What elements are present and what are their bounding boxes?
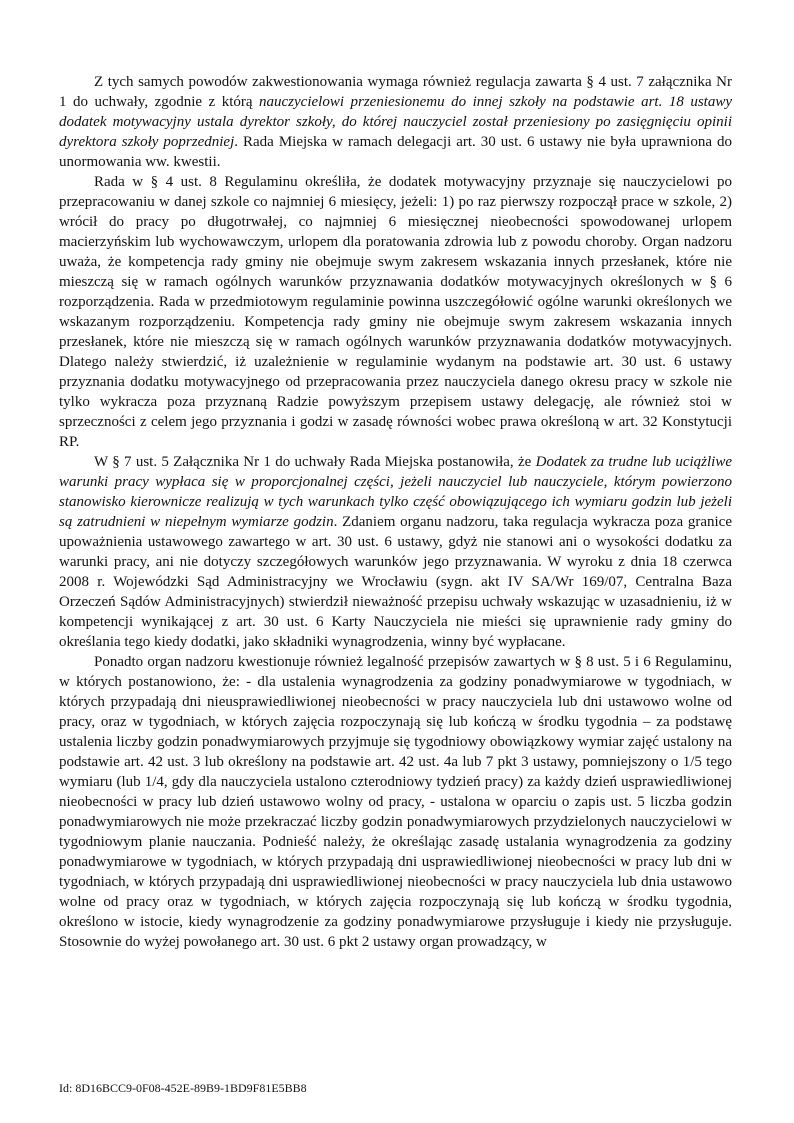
paragraph-2 — [59, 172, 732, 452]
text-segment: Rada w § 4 ust. 8 Regulaminu określiła, że dodatek motywacyjny przyznaje się nauczycielowi po przepracowaniu w danej szkole co najmniej 6 miesięcy, jeżeli: 1) po raz pierwszy rozpoczął prace w szkole, 2) wrócił do pracy po długotrwałej, co najmniej 6 miesięcznej nieobecności spowodowanej urlopem macierzyńskim lub wychowawczym, urlopem dla poratowania zdrowia lub z powodu choroby. Organ nadzoru uważa, że kompetencja rady gminy nie obejmuje swym zakresem wskazania innych przesłanek, które nie mieszczą się w ramach ogólnych warunków przyznawania dodatków motywacyjnych określonych w § 6 rozporządzenia. Rada w przedmiotowym regulaminie powinna uszczegółowić ogólne warunki określonych we wskazanym rozporządzeniu. Kompetencja rady gminy nie obejmuje swym zakresem wskazania innych przesłanek, które nie mieszczą się w ramach ogólnych warunków przyznawania dodatków motywacyjnych. Dlatego należy stwierdzić, iż uzależnienie w regulaminie wydanym na podstawie art. 30 ust. 6 ustawy przyznania dodatku motywacyjnego od przepracowania przez nauczyciela danego okresu pracy w szkole nie tylko wykracza poza przyznaną Radzie powyższym przepisem ustawy delegację, ale również stoi w sprzeczności z celem jego przyznania i godzi w zasadę równości wobec prawa określoną w art. 32 Konstytucji RP. — [59, 174, 732, 450]
document-id-footer: Id: 8D16BCC9-0F08-452E-89B9-1BD9F81E5BB8 — [59, 1081, 307, 1095]
quoted-provision-italic: nauczycielowi przeniesionemu do innej szkoły na podstawie art. 18 ustawy dodatek motywacyjny ustala dyrektor szkoły, do której nauczyciel został przeniesiony po zasięgnięciu opinii dyrektora szkoły poprzedniej — [59, 94, 732, 150]
text-segment: . Zdaniem organu nadzoru, taka regulacja wykracza poza granice upoważnienia ustawowego zawartego w art. 30 ust. 6 ustawy, gdyż nie stanowi ani o wysokości dodatku za warunki pracy, ani nie dotyczy szczegółowych warunków jego przyznawania. W wyroku z dnia 18 czerwca 2008 r. Wojewódzki Sąd Administracyjny we Wrocławiu (sygn. akt IV SA/Wr 169/07, Centralna Baza Orzeczeń Sądów Administracyjnych) stwierdził nieważność przepisu uchwały wskazując w uzasadnieniu, iż w kompetencji wynikającej z art. 30 ust. 6 Karty Nauczyciela nie mieści się uprawnienie rady gminy do określania tego kiedy dodatki, jako składniki wynagrodzenia, winny być wypłacane. — [59, 514, 732, 650]
paragraph-4 — [59, 652, 732, 952]
document-body — [59, 72, 732, 952]
paragraph-3 — [59, 452, 732, 652]
text-segment: . Rada Miejska w ramach delegacji art. 30 ust. 6 ustawy nie była uprawniona do unormowania ww. kwestii. — [59, 134, 733, 170]
quoted-provision-italic: Dodatek za trudne lub uciążliwe warunki pracy wypłaca się w proporcjonalnej części, jeżeli nauczyciel lub nauczyciele, którym powierzono stanowisko kierownicze realizują w tych warunkach tylko część obowiązującego ich wymiaru godzin lub jeżeli są zatrudnieni w niepełnym wymiarze godzin — [59, 454, 732, 530]
text-segment: Z tych samych powodów zakwestionowania wymaga również regulacja zawarta § 4 ust. 7 załącznika Nr 1 do uchwały, zgodnie z którą — [59, 74, 732, 110]
paragraph-1 — [59, 72, 732, 172]
text-segment: Ponadto organ nadzoru kwestionuje również legalność przepisów zawartych w § 8 ust. 5 i 6 Regulaminu, w których postanowiono, że: - dla ustalenia wynagrodzenia za godziny ponadwymiarowe w tygodniach, w których przypadają dni nieusprawiedliwionej nieobecności w pracy nauczyciela lub dni ustawowo wolne od pracy, oraz w tygodniach, w których zajęcia rozpoczynają się lub kończą w środku tygodnia – za podstawę ustalenia liczby godzin ponadwymiarowych przyjmuje się tygodniowy obowiązkowy wymiar zajęć ustalony na podstawie art. 42 ust. 3 lub określony na podstawie art. 42 ust. 4a lub 7 pkt 3 ustawy, pomniejszony o 1/5 tego wymiaru (lub 1/4, gdy dla nauczyciela ustalono czterodniowy tydzień pracy) za każdy dzień usprawiedliwionej nieobecności w pracy lub dzień ustawowo wolny od pracy, - ustalona w oparciu o zapis ust. 5 liczba godzin ponadwymiarowych nie może przekraczać liczby godzin ponadwymiarowych przydzielonych nauczycielowi w tygodniowym planie nauczania. Podnieść należy, że określając zasadę ustalania wynagrodzenia za godziny ponadwymiarowe w tygodniach, w których przypadają dni usprawiedliwionej nieobecności w pracy lub dni w tygodniach, w których przypadają dni usprawiedliwionej nieobecności w pracy nauczyciela lub dnia ustawowo wolne od pracy oraz w tygodniach, w których zajęcia rozpoczynają się lub kończą w środku tygodnia, określono w istocie, kiedy wynagrodzenie za godziny ponadwymiarowe przysługuje i kiedy nie przysługuje. Stosownie do wyżej powołanego art. 30 ust. 6 pkt 2 ustawy organ prowadzący, w — [59, 654, 732, 950]
text-segment: W § 7 ust. 5 Załącznika Nr 1 do uchwały Rada Miejska postanowiła, że — [94, 454, 536, 470]
